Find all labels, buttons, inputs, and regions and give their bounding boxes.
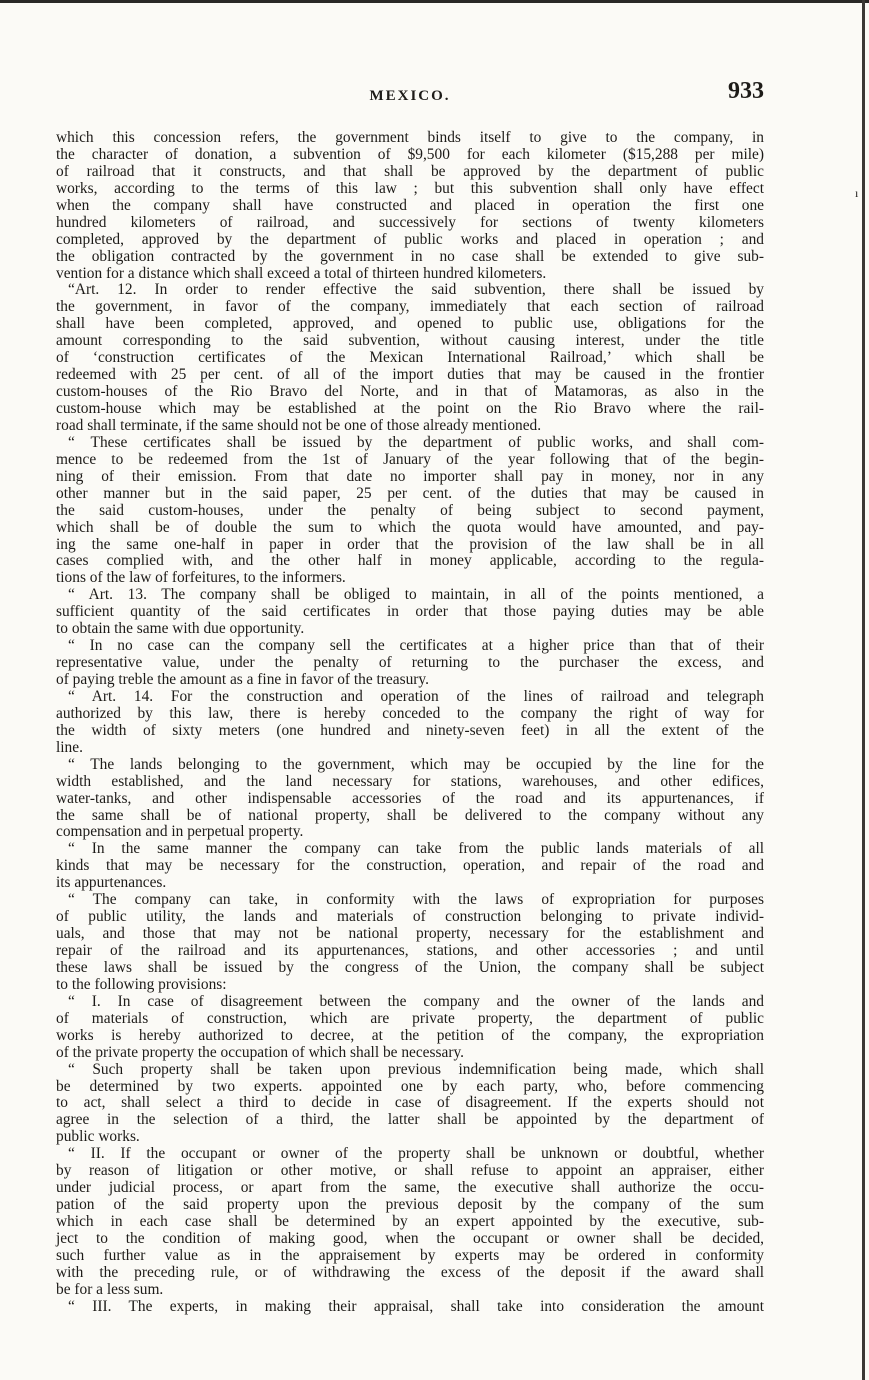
text-line: pation of the said property upon the previous deposit by the company of the sum — [56, 1196, 764, 1214]
text-line: representative value, under the penalty of returning to the purchaser the excess, and — [56, 654, 764, 672]
text-line: works, according to the terms of this law ; but this subvention shall only have effect — [56, 179, 764, 197]
text-line: with the preceding rule, or of withdrawing the excess of the deposit if the award shall — [56, 1263, 764, 1281]
text-line: works is hereby authorized to decree, at the petition of the company, the expropriation — [56, 1026, 764, 1044]
text-line: such further value as in the appraisement by experts may be ordered in conformity — [56, 1246, 764, 1264]
text-line: agree in the selection of a third, the latter shall be appointed by the department of — [56, 1111, 764, 1129]
text-line: ing the same one-half in paper in order that the provision of the law shall be in all — [56, 535, 764, 553]
text-line: by reason of litigation or other motive, or shall refuse to appoint an appraiser, either — [56, 1162, 764, 1180]
text-line: mence to be redeemed from the 1st of January of the year following that of the begin- — [56, 450, 764, 468]
margin-mark: ı — [855, 186, 859, 200]
text-line: line. — [56, 738, 83, 756]
text-line: the government, in favor of the company, immediately that each section of railroad — [56, 298, 764, 316]
text-line: hundred kilometers of railroad, and successively for sections of twenty kilometers — [56, 213, 764, 231]
top-border-rule — [0, 0, 869, 3]
text-line: of public utility, the lands and materials of construction belonging to private individ- — [56, 908, 764, 926]
text-line: public works. — [56, 1128, 140, 1146]
text-line: to the following provisions: — [56, 975, 227, 993]
text-line: vention for a distance which shall exceed a total of thirteen hundred kilometers. — [56, 264, 547, 282]
text-line: these laws shall be issued by the congress of the Union, the company shall be subject — [56, 958, 764, 976]
text-line: “ II. If the occupant or owner of the property shall be unknown or doubtful, whether — [68, 1145, 764, 1163]
text-line: “ In the same manner the company can take from the public lands materials of all — [68, 840, 764, 858]
text-line: “ The company can take, in conformity with the laws of expropriation for purposes — [68, 891, 764, 909]
text-line: “ Art. 13. The company shall be obliged to maintain, in all of the points mentioned, a — [68, 586, 764, 604]
text-line: authorized by this law, there is hereby conceded to the company the right of way for — [56, 704, 764, 722]
text-line: which this concession refers, the government binds itself to give to the company, in — [56, 129, 764, 146]
text-line: to obtain the same with due opportunity. — [56, 620, 305, 638]
text-line: of ‘construction certificates of the Mexican International Railroad,’ which shall be — [56, 349, 764, 367]
text-line: “ III. The experts, in making their appraisal, shall take into consideration the amount — [68, 1297, 764, 1315]
text-line: kinds that may be necessary for the construction, operation, and repair of the road and — [56, 857, 764, 875]
text-line: sufficient quantity of the said certificates in order that those paying duties may be able — [56, 603, 764, 621]
text-line: “ Art. 14. For the construction and operation of the lines of railroad and telegraph — [68, 687, 764, 705]
text-line: “ Such property shall be taken upon previous indemnification being made, which shall — [68, 1060, 764, 1078]
text-line: other manner but in the said paper, 25 per cent. of the duties that may be caused in — [56, 484, 764, 502]
text-line: which shall be of double the sum to which the quota would have amounted, and pay- — [56, 518, 764, 536]
body-text — [56, 130, 764, 1316]
text-line: of paying treble the amount as a fine in favor of the treasury. — [56, 671, 429, 688]
right-border-rule — [862, 0, 865, 1380]
text-line: of materials of construction, which are private property, the department of public — [56, 1009, 764, 1027]
text-line: “ In no case can the company sell the certificates at a higher price than that of their — [68, 637, 764, 655]
text-line: under judicial process, or apart from the same, the executive shall authorize the occu- — [56, 1179, 764, 1197]
text-line: tions of the law of forfeitures, to the informers. — [56, 569, 346, 587]
text-line: completed, approved by the department of public works and placed in operation ; and — [56, 230, 764, 248]
text-line: ject to the condition of making good, when the occupant or owner shall be decided, — [56, 1229, 764, 1247]
text-line: the said custom-houses, under the penalty of being subject to second payment, — [56, 501, 764, 519]
text-line: compensation and in perpetual property. — [56, 823, 304, 841]
text-line: be determined by two experts. appointed one by each party, who, before commencing — [56, 1077, 764, 1095]
text-line: custom-house which may be established at the point on the Rio Bravo where the rail- — [56, 400, 764, 417]
text-line: shall have been completed, approved, and opened to public use, obligations for the — [56, 315, 764, 333]
page-number: 933 — [728, 78, 764, 104]
text-line: width established, and the land necessary for stations, warehouses, and other edifices, — [56, 772, 764, 790]
page-header — [56, 78, 764, 108]
text-line: repair of the railroad and its appurtenances, stations, and other accessories ; and until — [56, 942, 764, 959]
text-line: cases complied with, and the other half in money applicable, according to the regula- — [56, 552, 764, 570]
text-line: “ I. In case of disagreement between the company and the owner of the lands and — [68, 992, 764, 1010]
text-line: road shall terminate, if the same should not be one of those already mentioned. — [56, 416, 542, 434]
text-line: custom-houses of the Rio Bravo del Norte, and in that of Matamoras, as also in the — [56, 383, 764, 401]
text-line: when the company shall have constructed and placed in operation the first one — [56, 196, 764, 214]
text-line: water-tanks, and other indispensable accessories of the road and its appurtenances, if — [56, 789, 764, 807]
text-line: its appurtenances. — [56, 874, 167, 892]
text-line: “ These certificates shall be issued by the department of public works, and shall com- — [68, 433, 764, 451]
text-line: amount corresponding to the said subvention, without causing interest, under the title — [56, 332, 764, 350]
text-line: of railroad that it constructs, and that shall be approved by the department of public — [56, 162, 764, 180]
text-line: the width of sixty meters (one hundred and ninety-seven feet) in all the extent of the — [56, 721, 764, 739]
text-line: which in each case shall be determined by an expert appointed by the executive, sub- — [56, 1213, 764, 1230]
text-line: ning of their emission. From that date no importer shall pay in money, nor in any — [56, 467, 764, 485]
text-line: the same shall be of national property, shall be delivered to the company without any — [56, 806, 764, 824]
running-head: MEXICO. — [369, 88, 451, 104]
text-line: be for a less sum. — [56, 1280, 164, 1298]
text-line: to act, shall select a third to decide in case of disagreement. If the experts should not — [56, 1094, 764, 1112]
text-line: the obligation contracted by the government in no case shall be extended to give sub- — [56, 247, 764, 265]
text-line: “ The lands belonging to the government, which may be occupied by the line for the — [68, 755, 764, 773]
text-line: redeemed with 25 per cent. of all of the import duties that may be caused in the frontier — [56, 366, 764, 384]
text-line: the character of donation, a subvention of $9,500 for each kilometer ($15,288 per mile) — [56, 145, 764, 163]
text-line: of the private property the occupation of which shall be necessary. — [56, 1043, 464, 1061]
text-line: uals, and those that may not be national property, necessary for the establishment and — [56, 925, 764, 943]
text-line: “Art. 12. In order to render effective the said subvention, there shall be issued by — [68, 281, 764, 299]
